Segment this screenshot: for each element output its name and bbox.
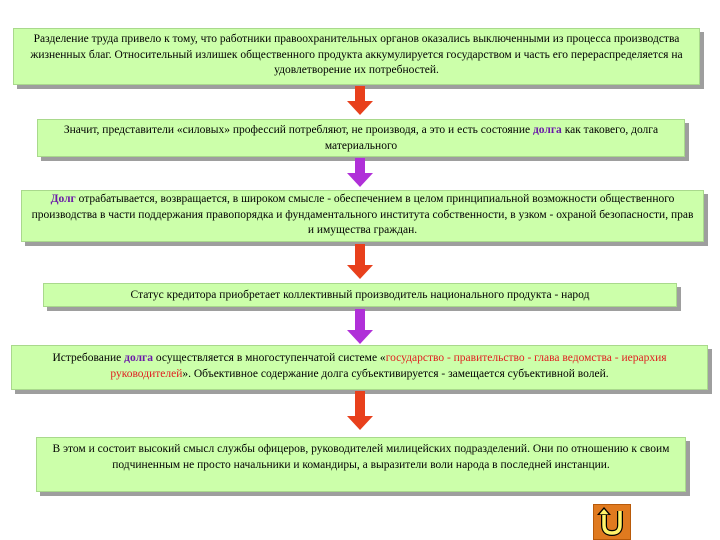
statement-text-5a: Истребование [52,352,125,364]
down-arrow-5 [345,391,375,431]
down-arrow-1 [345,86,375,116]
dolg-highlight-3: долга [124,352,153,364]
dolg-highlight-2: Долг [50,193,76,205]
statement-box-3 [21,190,704,242]
return-button[interactable] [593,504,631,540]
statement-box-6 [36,437,686,492]
return-u-arrow-icon [594,505,630,539]
statement-text-2b: как таковего, долга материального [324,124,659,152]
statement-text-5b: осуществляется в многоступенчатой системе « [153,352,386,364]
statement-text-2a: Значит, представители «силовых» профессий потребляют, не производя, а это и есть состояние [63,124,533,136]
statement-box-4 [43,283,677,307]
down-arrow-4 [345,309,375,345]
statement-text-1: Разделение труда привело к тому, что работники правоохранительных органов оказались выключенными из процесса производства жизненных благ. Относительный излишек общественного продукта аккумулируется государством и часть его перераспределяется на удовлетворение их потребностей. [30,33,683,76]
down-arrow-3 [345,244,375,280]
statement-text-6: В этом и состоит высокий смысл службы офицеров, руководителей милицейских подразделений. Они по отношению к своим подчиненным не просто начальники и командиры, а выразители воли народа в последней инстанции. [52,443,670,471]
down-arrow-2 [345,158,375,188]
statement-box-2 [37,119,685,157]
dolg-highlight-1: долга [532,124,562,136]
statement-text-3: отрабатывается, возвращается, в широком смысле - обеспечением в целом принципиальной возможности общественного производства в части поддержания правопорядка и фундаментального института собственности, в узком - охраной безопасности, прав и имущества граждан. [31,193,694,236]
statement-box-1 [13,28,700,85]
statement-box-5 [11,345,708,390]
hierarchy-highlight: государство - правительство - глава ведомства - иерархия руководителей [110,352,667,380]
statement-text-4: Статус кредитора приобретает коллективный производитель национального продукта - народ [130,289,590,301]
statement-text-5c: ». Объективное содержание долга субъективируется - замещается субъективной волей. [182,367,609,380]
